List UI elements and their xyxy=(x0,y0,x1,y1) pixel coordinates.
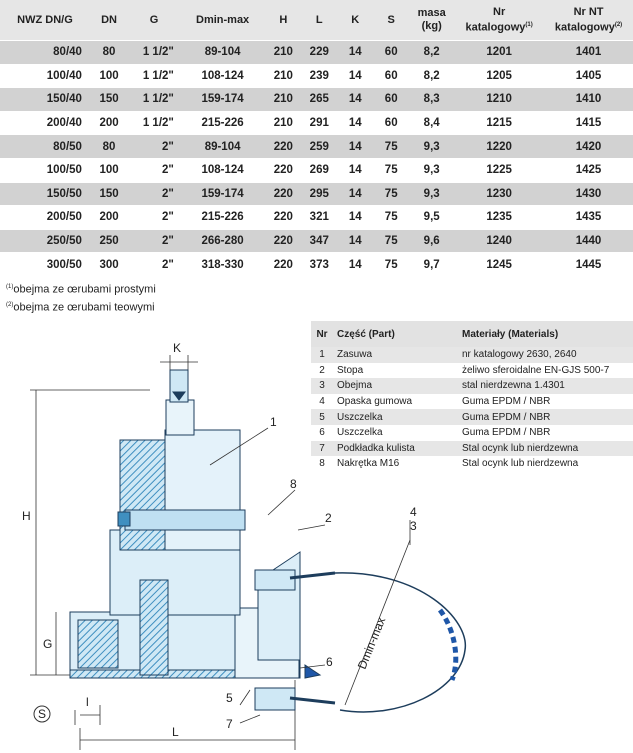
parts-row xyxy=(311,425,633,441)
parts-row xyxy=(311,347,633,363)
label-k: K xyxy=(173,341,182,355)
cell-dmin: 89-104 xyxy=(180,135,265,159)
cell-nwz: 200/40 xyxy=(0,111,90,135)
cell-h: 220 xyxy=(265,206,301,230)
parts-cell-nr: 2 xyxy=(311,363,333,379)
cell-g: 2" xyxy=(128,253,180,276)
cell-k: 14 xyxy=(337,182,373,206)
footnote-2: $^{(2)}$obejma ze œrubami teowymi xyxy=(6,301,155,314)
cell-k: 14 xyxy=(337,41,373,65)
parts-cell-material: nr katalogowy 2630, 2640 xyxy=(458,347,633,363)
cell-k: 14 xyxy=(337,135,373,159)
cell-dmin: 159-174 xyxy=(180,182,265,206)
cell-k: 14 xyxy=(337,229,373,253)
parts-cell-part: Nakrętka M16 xyxy=(333,456,458,472)
cell-k: 14 xyxy=(337,158,373,182)
cell-s: 60 xyxy=(373,64,409,88)
cell-dn: 150 xyxy=(90,88,128,112)
cell-nr: 1240 xyxy=(454,229,544,253)
header-masa: masa (kg) xyxy=(409,0,454,41)
dimensions-table xyxy=(0,0,633,276)
cell-dmin: 266-280 xyxy=(180,229,265,253)
cell-h: 220 xyxy=(265,229,301,253)
cell-s: 75 xyxy=(373,135,409,159)
callout-6: 6 xyxy=(326,655,333,669)
table-row xyxy=(0,64,633,88)
label-s: S xyxy=(38,707,47,721)
footnote-1: $^{(1)}$obejma ze œrubami prostymi xyxy=(6,283,156,296)
header-dn: DN xyxy=(90,0,128,41)
cell-g: 1 1/2" xyxy=(128,88,180,112)
cell-l: 347 xyxy=(301,229,337,253)
parts-cell-part: Stopa xyxy=(333,363,458,379)
cell-dn: 80 xyxy=(90,41,128,65)
cell-h: 220 xyxy=(265,253,301,276)
header-nwz: NWZ DN/G xyxy=(0,0,90,41)
parts-row xyxy=(311,394,633,410)
cell-nr: 1230 xyxy=(454,182,544,206)
cell-g: 2" xyxy=(128,206,180,230)
cell-k: 14 xyxy=(337,253,373,276)
table-row xyxy=(0,135,633,159)
cell-l: 229 xyxy=(301,41,337,65)
parts-cell-nr: 1 xyxy=(311,347,333,363)
footnotes xyxy=(6,280,156,315)
cell-nwz: 80/50 xyxy=(0,135,90,159)
cell-l: 259 xyxy=(301,135,337,159)
cell-h: 210 xyxy=(265,64,301,88)
callout-3: 3 xyxy=(410,519,417,533)
table-row xyxy=(0,88,633,112)
header-l: L xyxy=(301,0,337,41)
cell-k: 14 xyxy=(337,111,373,135)
cell-l: 239 xyxy=(301,64,337,88)
cell-h: 210 xyxy=(265,111,301,135)
cell-s: 60 xyxy=(373,41,409,65)
cell-dn: 200 xyxy=(90,206,128,230)
label-h: H xyxy=(22,509,31,523)
parts-cell-material: żeliwo sferoidalne EN-GJS 500-7 xyxy=(458,363,633,379)
cell-l: 269 xyxy=(301,158,337,182)
header-k: K xyxy=(337,0,373,41)
cell-dmin: 159-174 xyxy=(180,88,265,112)
cell-nr: 1210 xyxy=(454,88,544,112)
cell-nrnt: 1425 xyxy=(544,158,633,182)
cell-dn: 300 xyxy=(90,253,128,276)
table-row xyxy=(0,182,633,206)
parts-cell-part: Obejma xyxy=(333,378,458,394)
cell-masa: 9,3 xyxy=(409,182,454,206)
callout-2: 2 xyxy=(325,511,332,525)
header-nrnt: Nr NT katalogowy$^{(2)}$ xyxy=(544,0,633,41)
cell-g: 1 1/2" xyxy=(128,64,180,88)
cell-nrnt: 1445 xyxy=(544,253,633,276)
parts-row xyxy=(311,409,633,425)
cell-masa: 8,2 xyxy=(409,64,454,88)
cell-nrnt: 1440 xyxy=(544,229,633,253)
cell-dn: 200 xyxy=(90,111,128,135)
cell-masa: 9,3 xyxy=(409,158,454,182)
parts-cell-material: Stal ocynk lub nierdzewna xyxy=(458,441,633,457)
cell-l: 295 xyxy=(301,182,337,206)
header-dmin: Dmin-max xyxy=(180,0,265,41)
parts-cell-material: Guma EPDM / NBR xyxy=(458,394,633,410)
cell-g: 2" xyxy=(128,182,180,206)
parts-table xyxy=(311,321,633,472)
cell-s: 75 xyxy=(373,229,409,253)
cell-dmin: 89-104 xyxy=(180,41,265,65)
table-row xyxy=(0,229,633,253)
cell-nr: 1220 xyxy=(454,135,544,159)
cell-dmin: 108-124 xyxy=(180,64,265,88)
cell-nrnt: 1410 xyxy=(544,88,633,112)
cell-nwz: 80/40 xyxy=(0,41,90,65)
parts-cell-nr: 3 xyxy=(311,378,333,394)
cell-nrnt: 1430 xyxy=(544,182,633,206)
label-g: G xyxy=(43,637,53,651)
cell-nrnt: 1435 xyxy=(544,206,633,230)
cell-nrnt: 1415 xyxy=(544,111,633,135)
cell-l: 265 xyxy=(301,88,337,112)
cell-g: 2" xyxy=(128,135,180,159)
cell-dn: 250 xyxy=(90,229,128,253)
label-dmin: Dmin-max xyxy=(354,615,389,672)
cell-nr: 1225 xyxy=(454,158,544,182)
cell-masa: 8,4 xyxy=(409,111,454,135)
table-row xyxy=(0,253,633,276)
header-s: S xyxy=(373,0,409,41)
header-h: H xyxy=(265,0,301,41)
cell-masa: 9,5 xyxy=(409,206,454,230)
label-l: L xyxy=(172,725,179,739)
cell-nrnt: 1405 xyxy=(544,64,633,88)
callout-4: 4 xyxy=(410,505,417,519)
cell-s: 60 xyxy=(373,111,409,135)
cell-h: 210 xyxy=(265,88,301,112)
parts-cell-nr: 5 xyxy=(311,409,333,425)
cell-h: 220 xyxy=(265,135,301,159)
cell-nwz: 150/40 xyxy=(0,88,90,112)
table-row xyxy=(0,206,633,230)
cell-nrnt: 1401 xyxy=(544,41,633,65)
parts-cell-material: stal nierdzewna 1.4301 xyxy=(458,378,633,394)
cell-g: 1 1/2" xyxy=(128,41,180,65)
callout-1: 1 xyxy=(270,415,277,429)
cell-l: 291 xyxy=(301,111,337,135)
parts-cell-part: Uszczelka xyxy=(333,409,458,425)
cell-nr: 1215 xyxy=(454,111,544,135)
cell-nwz: 100/50 xyxy=(0,158,90,182)
parts-row xyxy=(311,456,633,472)
parts-cell-part: Podkładka kulista xyxy=(333,441,458,457)
parts-header-row xyxy=(311,321,633,347)
cell-dn: 80 xyxy=(90,135,128,159)
table-row xyxy=(0,111,633,135)
cell-nrnt: 1420 xyxy=(544,135,633,159)
label-i: l xyxy=(86,695,89,709)
cell-dmin: 318-330 xyxy=(180,253,265,276)
cell-s: 75 xyxy=(373,182,409,206)
cell-h: 220 xyxy=(265,182,301,206)
parts-cell-part: Opaska gumowa xyxy=(333,394,458,410)
callout-7: 7 xyxy=(226,717,233,731)
parts-cell-part: Uszczelka xyxy=(333,425,458,441)
cell-dmin: 215-226 xyxy=(180,206,265,230)
cell-s: 60 xyxy=(373,88,409,112)
cell-dmin: 215-226 xyxy=(180,111,265,135)
cell-dn: 100 xyxy=(90,158,128,182)
cell-nr: 1205 xyxy=(454,64,544,88)
parts-row xyxy=(311,378,633,394)
parts-cell-material: Stal ocynk lub nierdzewna xyxy=(458,456,633,472)
cell-h: 220 xyxy=(265,158,301,182)
parts-cell-nr: 8 xyxy=(311,456,333,472)
cell-masa: 8,3 xyxy=(409,88,454,112)
cell-dn: 100 xyxy=(90,64,128,88)
cell-dmin: 108-124 xyxy=(180,158,265,182)
cell-nwz: 250/50 xyxy=(0,229,90,253)
cell-nwz: 200/50 xyxy=(0,206,90,230)
cell-nwz: 150/50 xyxy=(0,182,90,206)
cell-h: 210 xyxy=(265,41,301,65)
parts-header-nr: Nr xyxy=(311,321,333,347)
table-row xyxy=(0,41,633,65)
cell-g: 2" xyxy=(128,158,180,182)
cell-l: 321 xyxy=(301,206,337,230)
parts-cell-material: Guma EPDM / NBR xyxy=(458,425,633,441)
parts-cell-nr: 6 xyxy=(311,425,333,441)
cell-l: 373 xyxy=(301,253,337,276)
cell-s: 75 xyxy=(373,206,409,230)
cell-nr: 1201 xyxy=(454,41,544,65)
table-row xyxy=(0,158,633,182)
parts-header-material: Materiały (Materials) xyxy=(458,321,633,347)
cell-masa: 9,6 xyxy=(409,229,454,253)
cell-nwz: 300/50 xyxy=(0,253,90,276)
clamp-band xyxy=(335,540,465,712)
cell-nwz: 100/40 xyxy=(0,64,90,88)
cell-s: 75 xyxy=(373,158,409,182)
cell-g: 1 1/2" xyxy=(128,111,180,135)
header-nr: Nr katalogowy$^{(1)}$ xyxy=(454,0,544,41)
cell-k: 14 xyxy=(337,64,373,88)
parts-header-part: Część (Part) xyxy=(333,321,458,347)
cell-masa: 9,7 xyxy=(409,253,454,276)
header-g: G xyxy=(128,0,180,41)
parts-cell-material: Guma EPDM / NBR xyxy=(458,409,633,425)
callout-8: 8 xyxy=(290,477,297,491)
parts-row xyxy=(311,441,633,457)
cell-nr: 1235 xyxy=(454,206,544,230)
cell-nr: 1245 xyxy=(454,253,544,276)
parts-cell-nr: 4 xyxy=(311,394,333,410)
cell-masa: 8,2 xyxy=(409,41,454,65)
cell-dn: 150 xyxy=(90,182,128,206)
parts-row xyxy=(311,363,633,379)
cell-k: 14 xyxy=(337,88,373,112)
cell-g: 2" xyxy=(128,229,180,253)
cell-masa: 9,3 xyxy=(409,135,454,159)
parts-cell-nr: 7 xyxy=(311,441,333,457)
parts-cell-part: Zasuwa xyxy=(333,347,458,363)
dimensions-header-row xyxy=(0,0,633,41)
cell-s: 75 xyxy=(373,253,409,276)
callout-5: 5 xyxy=(226,691,233,705)
cell-k: 14 xyxy=(337,206,373,230)
